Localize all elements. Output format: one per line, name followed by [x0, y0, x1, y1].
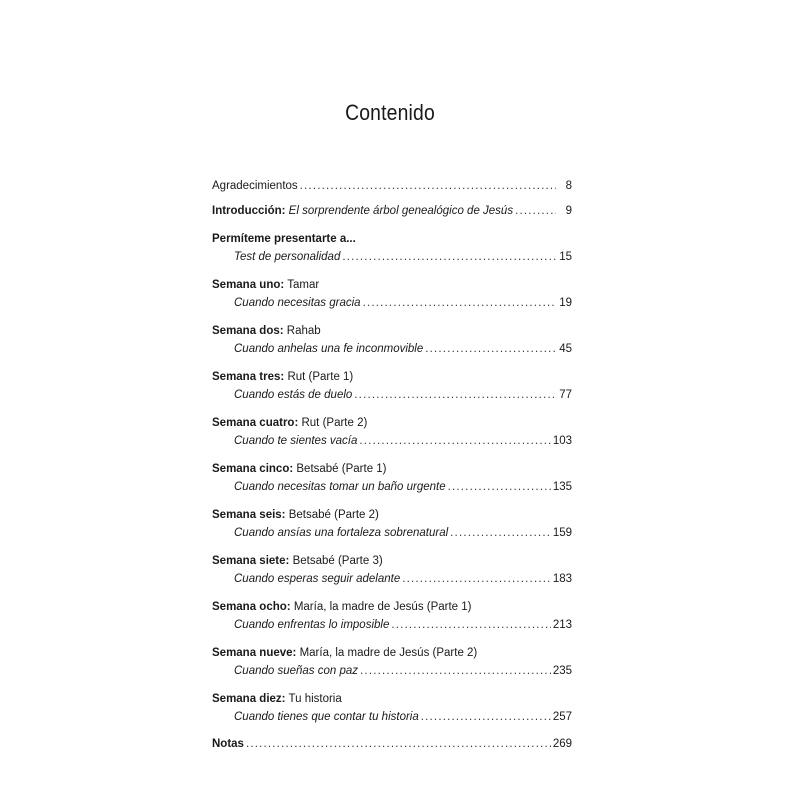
toc-line	[212, 178, 572, 198]
dot-leader	[402, 571, 551, 587]
toc-entry-heading	[212, 460, 572, 479]
toc-entry-semana-diez	[212, 690, 572, 729]
toc-entry-semana-ocho	[212, 598, 572, 637]
toc-line	[212, 736, 572, 756]
toc-line	[212, 571, 572, 591]
toc-page-number: 8	[565, 180, 572, 192]
toc-entry-semana-tres	[212, 368, 572, 407]
dot-leader	[515, 203, 556, 219]
toc-page-number: 135	[552, 481, 572, 493]
toc-entry-semana-nueve	[212, 644, 572, 683]
toc-entry-label: Notas	[212, 738, 244, 750]
toc-entry-name: Tamar	[287, 279, 320, 291]
toc-entry-heading	[212, 414, 572, 433]
toc-entry-name: Tu historia	[288, 693, 342, 705]
toc-entry-semana-dos	[212, 322, 572, 361]
toc-entry-semana-seis	[212, 506, 572, 545]
toc-entry-semana-uno	[212, 276, 572, 315]
toc-page-number: 269	[552, 738, 572, 750]
toc-entry-subtitle: Cuando necesitas tomar un baño urgente	[234, 481, 446, 493]
toc-line	[212, 249, 572, 269]
dot-leader	[342, 249, 556, 265]
toc-entry-agradecimientos	[212, 178, 572, 198]
toc-entry-subtitle: Cuando ansías una fortaleza sobrenatural	[234, 527, 449, 539]
toc-entry-label: Semana seis:	[212, 509, 286, 521]
toc-entry-label: Semana diez:	[212, 693, 286, 705]
toc-line	[212, 525, 572, 545]
toc-entry-introduccion	[212, 203, 572, 223]
toc-entry-heading	[212, 690, 572, 709]
dot-leader	[246, 736, 551, 752]
toc-entry-heading	[212, 506, 572, 525]
toc-entry-name: María, la madre de Jesús (Parte 1)	[293, 601, 472, 613]
toc-page-number: 19	[559, 297, 572, 309]
toc-entry-label: Semana cuatro:	[212, 417, 299, 429]
toc-entry-name: Rut (Parte 1)	[287, 371, 354, 383]
toc-line	[212, 387, 572, 407]
toc-page-number: 15	[559, 251, 572, 263]
toc-entry-subtitle: Cuando esperas seguir adelante	[234, 573, 401, 585]
toc-line	[212, 203, 572, 223]
toc-line	[212, 433, 572, 453]
dot-leader	[425, 341, 556, 357]
toc-entry-semana-cinco	[212, 460, 572, 499]
toc-page-number: 45	[559, 343, 572, 355]
toc-entry-heading	[212, 552, 572, 571]
toc-line	[212, 341, 572, 361]
toc-entry-name: Rahab	[286, 325, 321, 337]
toc-entry-permiteme	[212, 230, 572, 269]
dot-leader	[421, 709, 551, 725]
table-of-contents	[212, 178, 572, 763]
toc-entry-label: Semana uno:	[212, 279, 285, 291]
toc-entry-heading	[212, 644, 572, 663]
toc-entry-name: Betsabé (Parte 2)	[288, 509, 379, 521]
toc-entry-label: Semana siete:	[212, 555, 290, 567]
toc-entry-label: Semana ocho:	[212, 601, 291, 613]
toc-entry-title: Agradecimientos	[212, 180, 298, 192]
toc-entry-heading	[212, 322, 572, 341]
toc-entry-subtitle: Cuando tienes que contar tu historia	[234, 711, 419, 723]
dot-leader	[363, 295, 556, 311]
dot-leader	[300, 178, 556, 194]
toc-entry-name: Betsabé (Parte 1)	[296, 463, 387, 475]
toc-entry-subtitle: Cuando estás de duelo	[234, 389, 353, 401]
toc-line	[212, 709, 572, 729]
toc-entry-heading	[212, 598, 572, 617]
toc-page-number: 183	[552, 573, 572, 585]
dot-leader	[448, 479, 551, 495]
toc-page-number: 257	[552, 711, 572, 723]
toc-entry-notas	[212, 736, 572, 756]
toc-entry-subtitle: Cuando anhelas una fe inconmovible	[234, 343, 424, 355]
toc-line	[212, 663, 572, 683]
toc-line	[212, 295, 572, 315]
dot-leader	[391, 617, 550, 633]
toc-entry-label: Permíteme presentarte a...	[212, 233, 356, 245]
toc-entry-semana-cuatro	[212, 414, 572, 453]
page-title: Contenido	[345, 100, 435, 125]
toc-entry-label: Semana dos:	[212, 325, 284, 337]
toc-page-number: 235	[552, 665, 572, 677]
dot-leader	[359, 433, 550, 449]
toc-page-number: 103	[552, 435, 572, 447]
toc-entry-name: Rut (Parte 2)	[301, 417, 368, 429]
toc-entry-heading	[212, 368, 572, 387]
toc-page-number: 159	[552, 527, 572, 539]
toc-entry-subtitle: Cuando sueñas con paz	[234, 665, 359, 677]
toc-entry-subtitle: Cuando enfrentas lo imposible	[234, 619, 390, 631]
toc-entry-semana-siete	[212, 552, 572, 591]
toc-entry-label: Semana nueve:	[212, 647, 297, 659]
toc-page-number: 9	[565, 205, 572, 217]
toc-entry-label: Semana cinco:	[212, 463, 294, 475]
toc-page-number: 77	[559, 389, 572, 401]
toc-entry-subtitle: Test de personalidad	[234, 251, 341, 263]
dot-leader	[450, 525, 551, 541]
toc-entry-label: Semana tres:	[212, 371, 285, 383]
toc-page-number: 213	[552, 619, 572, 631]
dot-leader	[354, 387, 556, 403]
toc-entry-label: Introducción:	[212, 205, 286, 217]
toc-entry-name: Betsabé (Parte 3)	[292, 555, 383, 567]
toc-entry-name: María, la madre de Jesús (Parte 2)	[299, 647, 478, 659]
toc-entry-subtitle: Cuando te sientes vacía	[234, 435, 358, 447]
toc-entry-heading	[212, 276, 572, 295]
toc-entry-subtitle: Cuando necesitas gracia	[234, 297, 361, 309]
dot-leader	[360, 663, 551, 679]
toc-line	[212, 617, 572, 637]
toc-line	[212, 479, 572, 499]
toc-entry-subtitle: El sorprendente árbol genealógico de Jesús	[288, 205, 514, 217]
